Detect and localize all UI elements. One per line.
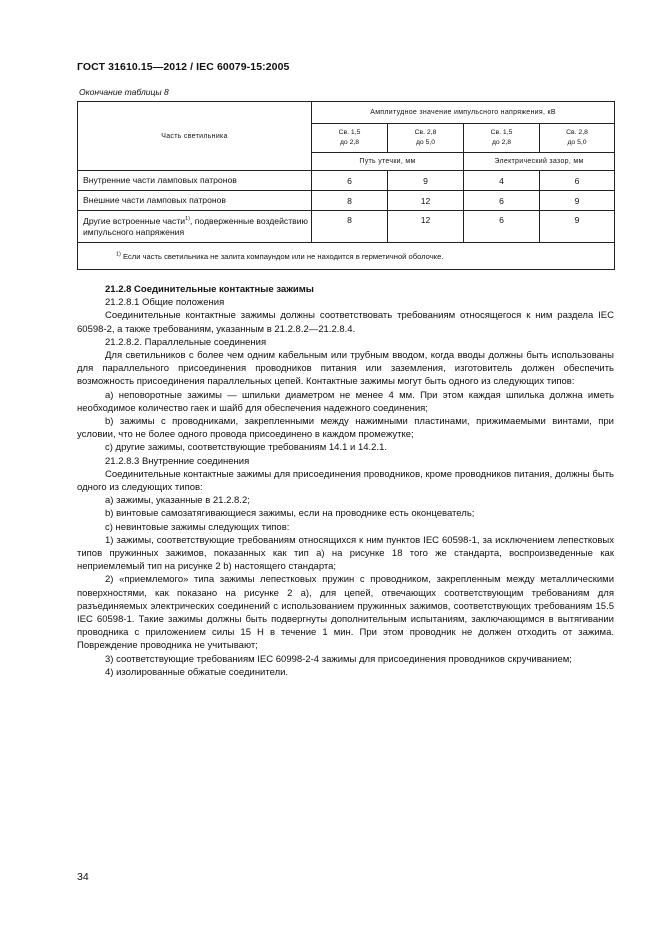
cell-value: 6 [312,171,388,191]
paragraph: 21.2.8.2. Параллельные соединения [105,336,267,348]
table-row [78,191,615,211]
paragraph: 1) зажимы, соответствующие требованиям относящихся к ним пунктов IEC 60598-1, за исключением лепестковых типов пружинных зажимов, показанных как тип а) на рисунке 18 того же стандарта, воспроизведенные как неприемлемый тип на рисунке 2 b) настоящего стандарта; [77,534,614,573]
range-header: Св. 1,5 до 2,8 [312,124,388,153]
table-caption: Окончание таблицы 8 [79,87,169,97]
row-label: Внутренние части ламповых патронов [78,171,312,191]
footnote-ref: 1) [185,215,190,222]
paragraph: Соединительные контактные зажимы должны соответствовать требованиям относящегося к ним раздела IEC 60598-2, а также требованиям, указанным в 21.2.8.2—21.2.8.4. [77,310,614,335]
paragraph: Для светильников с более чем одним кабельным или трубным вводом, когда вводы должны быть использованы для параллельного присоединения проводников питания или заземления, изготовитель должен обеспечить возможность присоединения параллельных цепей. Контактные зажимы могут быть одного из следующих типов: [77,350,614,388]
paragraph: 3) соответствующие требованиям IEC 60998-2-4 зажимы для присоединения проводников скручиванием; [105,653,572,665]
paragraph: a) зажимы, указанные в 21.2.8.2; [105,495,250,507]
page-number: 34 [77,871,89,883]
paragraph: b) зажимы с проводниками, закрепленными между нажимными пластинами, прижимаемыми винтами, при условии, что не более одного провода присоединено в каждом промежутке; [77,416,614,441]
cell-value: 4 [464,171,540,191]
clearance-header: Электрический зазор, мм [464,153,615,171]
cell-value: 6 [464,211,540,243]
paragraph: Соединительные контактные зажимы для присоединения проводников, кроме проводников питания, должны быть одного из следующих типов: [77,468,614,494]
paragraph: 21.2.8.1 Общие положения [105,297,225,309]
table-row [78,211,615,243]
body-text [77,283,614,679]
section-heading: 21.2.8 Соединительные контактные зажимы [105,284,314,295]
cell-value: 6 [540,171,615,191]
paragraph: c) невинтовые зажимы следующих типов: [105,521,290,533]
cell-value: 12 [388,191,464,211]
range-header: Св. 2,8 до 5,0 [540,124,615,153]
cell-value: 12 [388,211,464,243]
cell-value: 8 [312,191,388,211]
paragraph: b) винтовые самозатягивающиеся зажимы, если на проводнике есть оконцеватель; [105,508,475,520]
paragraph: 21.2.8.3 Внутренние соединения [105,455,250,467]
cell-value: 9 [540,191,615,211]
voltage-header: Амплитудное значение импульсного напряжения, кВ [312,102,615,124]
dimensions-table [77,101,615,270]
row-label: Внешние части ламповых патронов [78,191,312,211]
range-header: Св. 2,8 до 5,0 [388,124,464,153]
table-row [78,171,615,191]
paragraph: 4) изолированные обжатые соединители. [105,666,289,678]
cell-value: 6 [464,191,540,211]
part-header: Часть светильника [78,102,312,171]
cell-value: 9 [388,171,464,191]
table-footnote: $^{1)}$ Если часть светильника не залита компаундом или не находится в герметичной оболочке. [78,243,615,270]
range-header: Св. 1,5 до 2,8 [464,124,540,153]
standard-header: ГОСТ 31610.15—2012 / IEC 60079-15:2005 [77,61,290,73]
paragraph: a) неповоротные зажимы — шпильки диаметром не менее 4 мм. При этом каждая шпилька должна иметь необходимое количество гаек и шайб для обеспечения надежного соединения; [77,389,614,414]
row-label: Другие встроенные части$^{1)}$, подверженные воздействию импульсного напряжения [78,211,312,243]
paragraph: 2) «приемлемого» типа зажимы лепестковых пружин с проводником, закрепленным между металлическими поверхностями, как показано на рисунке 2 а), для цепей, отвечающих соответствующим требованиям для разъединяемых электрических соединений с использованием пружинных зажимов, соответствующих требованиям 15.5 IEC 60598-1. Такие зажимы должны быть подвергнуты дополнительным испытаниям, заключающимся в вытягивании проводника с приложением силы 15 Н в течение 1 мин. При этом проводник не должен отходить от зажима. Повреждение проводника не учитывают; [77,574,614,652]
paragraph: c) другие зажимы, соответствующие требованиям 14.1 и 14.2.1. [105,442,387,454]
cell-value: 9 [540,211,615,243]
cell-value: 8 [312,211,388,243]
creepage-header: Путь утечки, мм [312,153,464,171]
